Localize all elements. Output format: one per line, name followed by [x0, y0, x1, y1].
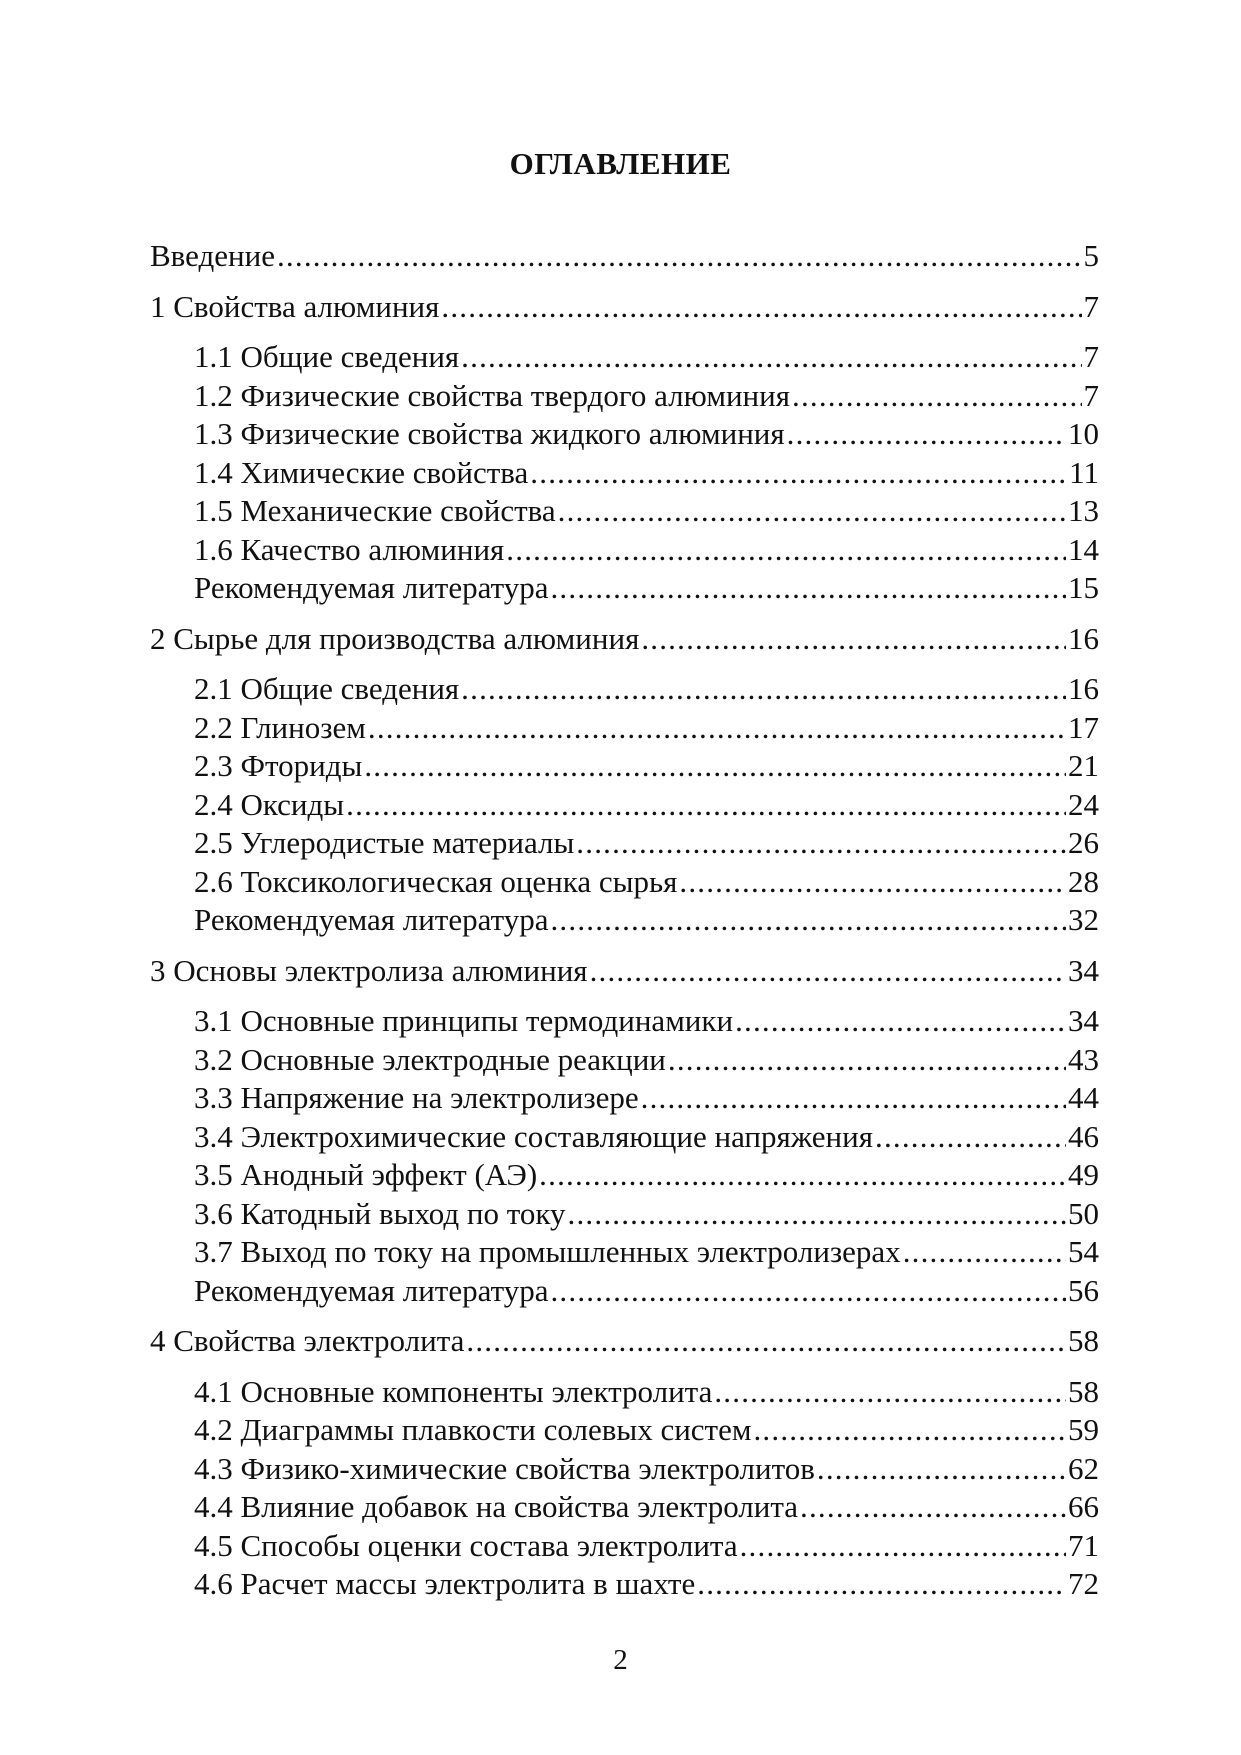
toc-entry-chapter[interactable] [150, 952, 1099, 991]
toc-entry-section[interactable] [150, 747, 1099, 786]
toc-entry-label: 4.1 Основные компоненты электролита [194, 1373, 713, 1409]
toc-entry-label: 2.4 Оксиды [194, 786, 345, 822]
toc-entry-page: 14 [1068, 531, 1099, 567]
dot-leader [346, 786, 1066, 825]
toc-entry-page: 50 [1068, 1195, 1099, 1231]
dot-leader [530, 454, 1067, 493]
toc-entry-page: 24 [1068, 786, 1099, 822]
toc-entry-page: 11 [1069, 454, 1099, 490]
dot-leader [679, 863, 1066, 902]
toc-entry-chapter[interactable] [150, 288, 1099, 327]
table-of-contents [150, 237, 1099, 1604]
toc-entry-page: 10 [1068, 416, 1099, 451]
toc-entry-label: 2.3 Фториды [194, 748, 363, 783]
dot-leader [461, 338, 1081, 377]
toc-entry-label: 3.7 Выход по току на промышленных электролизерах [194, 1234, 901, 1269]
toc-entry-page: 72 [1068, 1566, 1099, 1601]
toc-entry-chapter[interactable] [150, 1322, 1099, 1361]
toc-entry-section[interactable] [150, 1002, 1099, 1041]
toc-entry-page: 15 [1068, 570, 1099, 605]
dot-leader [817, 1450, 1066, 1489]
toc-entry-label: 2.5 Углеродистые материалы [194, 825, 575, 860]
toc-entry-page: 34 [1068, 1003, 1099, 1038]
toc-entry-section[interactable] [150, 454, 1099, 493]
toc-entry-page: 49 [1068, 1157, 1099, 1192]
toc-entry-label: 4.2 Диаграммы плавкости солевых систем [194, 1412, 752, 1447]
toc-entry-section[interactable] [150, 1118, 1099, 1157]
toc-entry-page: 58 [1068, 1323, 1099, 1358]
toc-entry-section[interactable] [150, 1233, 1099, 1272]
toc-entry-section[interactable] [150, 1488, 1099, 1527]
toc-entry-section[interactable] [150, 377, 1099, 416]
dot-leader [697, 1565, 1066, 1604]
toc-entry-label: Рекомендуемая литература [194, 902, 549, 937]
toc-entry-section[interactable] [150, 1373, 1099, 1412]
dot-leader [277, 237, 1082, 276]
toc-entry-page: 59 [1068, 1412, 1099, 1447]
toc-entry-label: 3.6 Катодный выход по току [194, 1195, 566, 1231]
toc-entry-label: 4 Свойства электролита [150, 1323, 465, 1358]
dot-leader [461, 670, 1066, 709]
toc-entry-label: 3.5 Анодный эффект (АЭ) [194, 1157, 538, 1192]
dot-leader [539, 1156, 1066, 1195]
toc-entry-page: 21 [1068, 748, 1099, 783]
toc-entry-section[interactable] [150, 1195, 1099, 1234]
toc-entry-page: 62 [1068, 1450, 1099, 1486]
toc-entry-page: 54 [1068, 1234, 1099, 1269]
toc-entry-section[interactable] [150, 1041, 1099, 1080]
dot-leader [441, 288, 1081, 327]
toc-entry-page: 44 [1068, 1080, 1099, 1115]
toc-entry-label: 1.1 Общие сведения [194, 339, 460, 374]
toc-entry-section[interactable] [150, 1156, 1099, 1195]
dot-leader [568, 1195, 1066, 1234]
toc-entry-label: 2.6 Токсикологическая оценка сырья [194, 863, 678, 899]
toc-entry-section[interactable] [150, 709, 1099, 748]
toc-entry-page: 17 [1068, 709, 1099, 745]
toc-entry-label: 3.1 Основные принципы термодинамики [194, 1003, 734, 1038]
toc-entry-page: 28 [1068, 863, 1099, 899]
toc-entry-label: 3.3 Напряжение на электролизере [194, 1080, 639, 1115]
dot-leader [550, 569, 1066, 608]
toc-entry-label: 3.2 Основные электродные реакции [194, 1041, 666, 1077]
dot-leader [668, 1041, 1066, 1080]
toc-entry-section[interactable] [150, 1450, 1099, 1489]
toc-entry-section[interactable] [150, 863, 1099, 902]
dot-leader [792, 377, 1082, 416]
toc-entry-intro[interactable] [150, 237, 1099, 276]
dot-leader [550, 901, 1066, 940]
toc-entry-page: 71 [1068, 1527, 1099, 1563]
toc-entry-page: 5 [1083, 238, 1099, 273]
toc-entry-label: 1.3 Физические свойства жидкого алюминия [194, 416, 785, 451]
toc-entry-page: 56 [1068, 1272, 1099, 1308]
toc-entry-section[interactable] [150, 1079, 1099, 1118]
toc-entry-section[interactable] [150, 786, 1099, 825]
dot-leader [714, 1373, 1066, 1412]
toc-entry-page: 58 [1068, 1373, 1099, 1409]
toc-entry-page: 7 [1083, 288, 1099, 324]
toc-entry-section[interactable] [150, 901, 1099, 940]
toc-entry-section[interactable] [150, 338, 1099, 377]
toc-entry-label: 4.6 Расчет массы электролита в шахте [194, 1566, 696, 1601]
toc-entry-page: 16 [1068, 620, 1099, 656]
toc-entry-label: Введение [150, 238, 275, 273]
toc-entry-label: 1.6 Качество алюминия [194, 531, 505, 567]
toc-entry-label: 1 Свойства алюминия [150, 288, 440, 324]
toc-entry-page: 26 [1068, 825, 1099, 860]
dot-leader [800, 1488, 1066, 1527]
toc-entry-page: 32 [1068, 902, 1099, 937]
toc-entry-label: 2.2 Глинозем [194, 709, 366, 745]
toc-entry-section[interactable] [150, 569, 1099, 608]
dot-leader [641, 1079, 1066, 1118]
toc-entry-section[interactable] [150, 1411, 1099, 1450]
toc-entry-page: 7 [1083, 377, 1099, 413]
dot-leader [364, 747, 1066, 786]
dot-leader [558, 492, 1066, 531]
dot-leader [740, 1527, 1066, 1566]
page-number: 2 [613, 1644, 628, 1676]
dot-leader [576, 824, 1066, 863]
toc-entry-page: 46 [1068, 1118, 1099, 1154]
dot-leader [753, 1411, 1066, 1450]
toc-entry-label: 3 Основы электролиза алюминия [150, 952, 588, 988]
dot-leader [550, 1272, 1066, 1311]
toc-entry-label: 4.5 Способы оценки состава электролита [194, 1527, 738, 1563]
toc-entry-section[interactable] [150, 492, 1099, 531]
toc-entry-label: Рекомендуемая литература [194, 570, 549, 605]
dot-leader [903, 1233, 1066, 1272]
toc-entry-label: 4.3 Физико-химические свойства электролитов [194, 1450, 815, 1486]
toc-entry-page: 34 [1068, 952, 1099, 988]
toc-entry-label: 2 Сырье для производства алюминия [150, 620, 640, 656]
toc-entry-section[interactable] [150, 1527, 1099, 1566]
dot-leader [787, 415, 1066, 454]
toc-entry-label: 1.4 Химические свойства [194, 454, 529, 490]
toc-entry-section[interactable] [150, 531, 1099, 570]
toc-entry-label: 1.5 Механические свойства [194, 493, 556, 528]
toc-entry-section[interactable] [150, 1565, 1099, 1604]
dot-leader [506, 531, 1066, 570]
toc-entry-page: 43 [1068, 1041, 1099, 1077]
toc-entry-page: 16 [1068, 671, 1099, 706]
toc-entry-label: 3.4 Электрохимические составляющие напряжения [194, 1118, 873, 1154]
toc-entry-section[interactable] [150, 670, 1099, 709]
toc-entry-label: 2.1 Общие сведения [194, 671, 460, 706]
toc-entry-page: 13 [1068, 493, 1099, 528]
dot-leader [466, 1322, 1066, 1361]
dot-leader [368, 709, 1066, 748]
toc-entry-label: 4.4 Влияние добавок на свойства электролита [194, 1489, 799, 1524]
toc-entry-label: 1.2 Физические свойства твердого алюминия [194, 377, 790, 413]
toc-entry-page: 66 [1068, 1489, 1099, 1524]
toc-entry-section[interactable] [150, 824, 1099, 863]
toc-entry-chapter[interactable] [150, 620, 1099, 659]
toc-entry-section[interactable] [150, 415, 1099, 454]
page-title: ОГЛАВЛЕНИЕ [509, 146, 732, 181]
dot-leader [590, 952, 1066, 991]
toc-entry-section[interactable] [150, 1272, 1099, 1311]
dot-leader [875, 1118, 1066, 1157]
dot-leader [641, 620, 1066, 659]
toc-entry-label: Рекомендуемая литература [194, 1272, 549, 1308]
dot-leader [735, 1002, 1066, 1041]
toc-entry-page: 7 [1083, 339, 1099, 374]
